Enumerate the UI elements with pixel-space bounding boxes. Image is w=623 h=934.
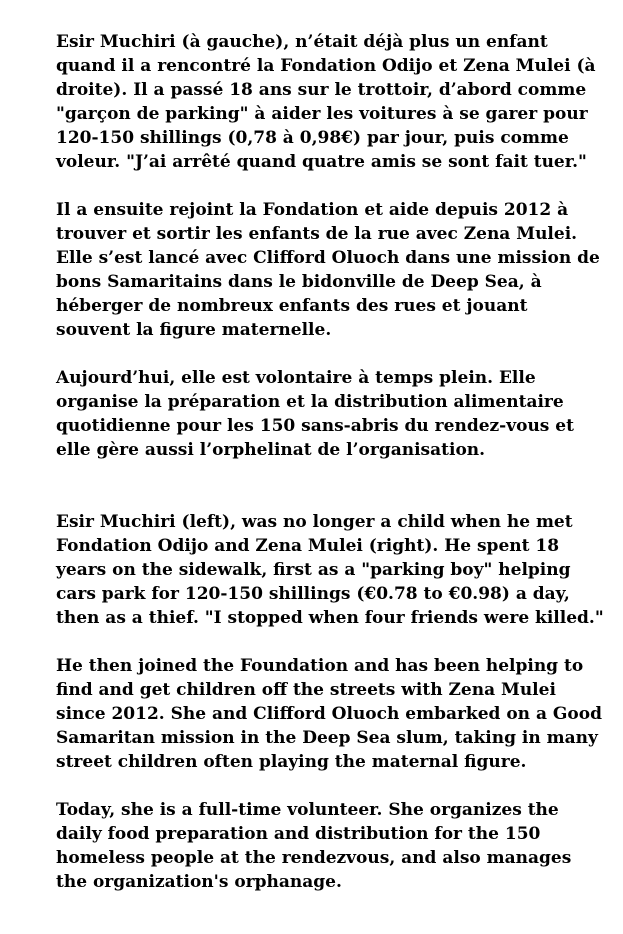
text-line: find and get children off the streets with Zena Mulei bbox=[56, 680, 556, 700]
english-section bbox=[56, 510, 604, 894]
text-line: cars park for 120-150 shillings (€0.78 to €0.98) a day, bbox=[56, 584, 570, 604]
text-line: years on the sidewalk, first as a "parking boy" helping bbox=[56, 560, 571, 580]
text-line: street children often playing the maternal figure. bbox=[56, 752, 527, 772]
paragraph-gap bbox=[56, 630, 586, 654]
french-paragraph-2 bbox=[56, 198, 600, 342]
text-line: droite). Il a passé 18 ans sur le trottoir, d’abord comme bbox=[56, 80, 587, 100]
text-line: souvent la figure maternelle. bbox=[56, 320, 332, 340]
french-paragraph-3 bbox=[56, 366, 586, 462]
text-line: organise la préparation et la distribution alimentaire bbox=[56, 392, 564, 412]
english-paragraph-2 bbox=[56, 654, 602, 774]
paragraph-gap bbox=[56, 774, 586, 798]
text-line: then as a thief. "I stopped when four friends were killed." bbox=[56, 608, 604, 628]
text-line: Fondation Odijo and Zena Mulei (right). He spent 18 bbox=[56, 536, 560, 556]
text-line: quotidienne pour les 150 sans-abris du rendez-vous et bbox=[56, 416, 574, 436]
text-line: Elle s’est lancé avec Clifford Oluoch dans une mission de bbox=[56, 248, 600, 268]
text-line: Samaritan mission in the Deep Sea slum, taking in many bbox=[56, 728, 598, 748]
text-line: elle gère aussi l’orphelinat de l’organisation. bbox=[56, 440, 486, 460]
text-line: daily food preparation and distribution for the 150 bbox=[56, 824, 541, 844]
text-line: homeless people at the rendezvous, and also manages bbox=[56, 848, 572, 868]
text-line: Il a ensuite rejoint la Fondation et aide depuis 2012 à bbox=[56, 200, 569, 220]
english-paragraph-3 bbox=[56, 798, 586, 894]
text-line: He then joined the Foundation and has been helping to bbox=[56, 656, 584, 676]
text-line: bons Samaritains dans le bidonville de Deep Sea, à bbox=[56, 272, 542, 292]
text-line: since 2012. She and Clifford Oluoch embarked on a Good bbox=[56, 704, 602, 724]
text-line: "garçon de parking" à aider les voitures à se garer pour bbox=[56, 104, 588, 124]
text-line: the organization's orphanage. bbox=[56, 872, 342, 892]
text-line: trouver et sortir les enfants de la rue avec Zena Mulei. bbox=[56, 224, 578, 244]
text-line: Esir Muchiri (left), was no longer a child when he met bbox=[56, 512, 573, 532]
paragraph-gap bbox=[56, 342, 586, 366]
section-gap bbox=[56, 462, 586, 510]
text-line: Aujourd’hui, elle est volontaire à temps plein. Elle bbox=[56, 368, 536, 388]
text-line: 120-150 shillings (0,78 à 0,98€) par jour, puis comme bbox=[56, 128, 569, 148]
french-section bbox=[56, 30, 600, 462]
text-line: voleur. "J’ai arrêté quand quatre amis se sont fait tuer." bbox=[56, 152, 587, 172]
text-line: héberger de nombreux enfants des rues et jouant bbox=[56, 296, 528, 316]
text-line: Today, she is a full-time volunteer. She organizes the bbox=[56, 800, 559, 820]
french-paragraph-1 bbox=[56, 30, 596, 174]
document-page bbox=[56, 30, 604, 894]
text-line: Esir Muchiri (à gauche), n’était déjà plus un enfant bbox=[56, 32, 548, 52]
text-line: quand il a rencontré la Fondation Odijo et Zena Mulei (à bbox=[56, 56, 596, 76]
paragraph-gap bbox=[56, 174, 586, 198]
english-paragraph-1 bbox=[56, 510, 604, 630]
